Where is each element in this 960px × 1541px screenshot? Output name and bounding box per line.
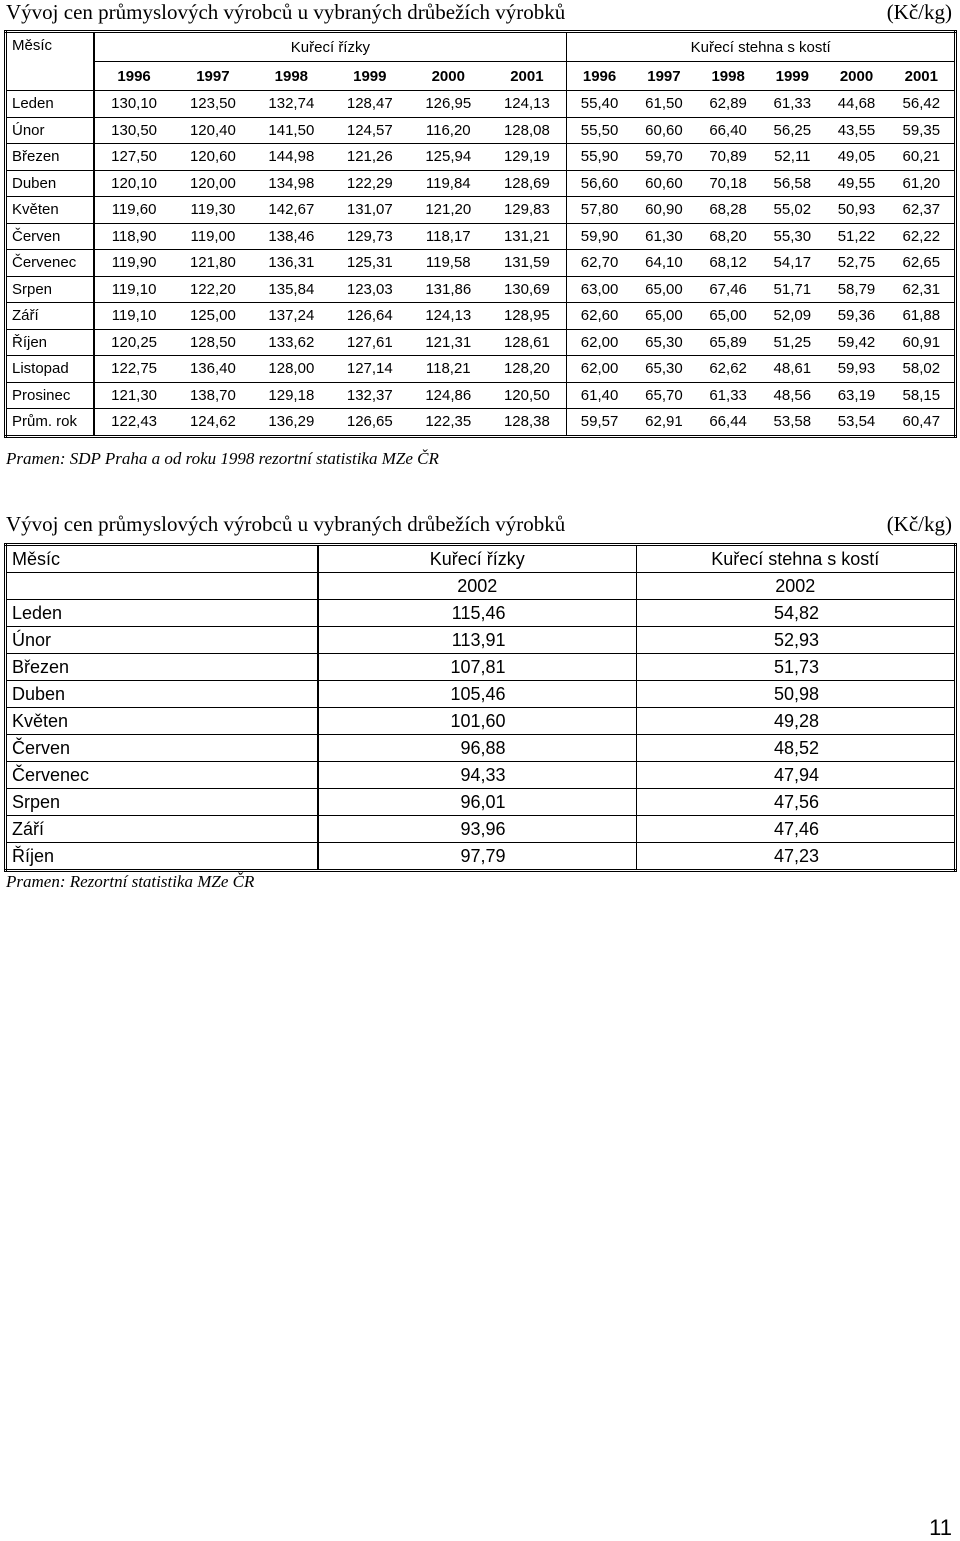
table1-value-cell: 120,00 [174, 170, 252, 197]
table2-value-cell: 47,94 [636, 762, 956, 789]
table2-value-cell: 47,23 [636, 843, 956, 871]
table1-value-cell: 122,75 [94, 356, 174, 383]
table1-value-cell: 59,57 [567, 409, 632, 437]
table1-year-header: 1999 [760, 62, 824, 91]
table2-value-cell: 105,46 [318, 681, 636, 708]
table1-value-cell: 62,60 [567, 303, 632, 330]
table1-year-header: 1998 [252, 62, 330, 91]
table2-value-cell: 107,81 [318, 654, 636, 681]
table1-value-cell: 62,62 [696, 356, 760, 383]
table1-value-cell: 63,19 [824, 382, 888, 409]
table1-value-cell: 60,47 [889, 409, 956, 437]
table1-value-cell: 49,05 [824, 144, 888, 171]
table1-value-cell: 68,28 [696, 197, 760, 224]
table1-value-cell: 137,24 [252, 303, 330, 330]
table1-value-cell: 119,30 [174, 197, 252, 224]
table-row [6, 144, 956, 171]
table1-group-header: Kuřecí řízky [94, 32, 567, 62]
table1-value-cell: 124,62 [174, 409, 252, 437]
table1-value-cell: 58,79 [824, 276, 888, 303]
table1-month-cell: Prům. rok [6, 409, 94, 437]
table1-value-cell: 119,10 [94, 276, 174, 303]
table-row [6, 735, 956, 762]
table1-value-cell: 141,50 [252, 117, 330, 144]
table2-header-blank [6, 573, 319, 600]
table1-value-cell: 56,42 [889, 91, 956, 118]
table1-value-cell: 119,00 [174, 223, 252, 250]
table1-month-cell: Říjen [6, 329, 94, 356]
table2-source: Pramen: Rezortní statistika MZe ČR [6, 872, 255, 891]
table1-month-cell: Červen [6, 223, 94, 250]
table1-value-cell: 130,10 [94, 91, 174, 118]
table1-group-header: Kuřecí stehna s kostí [567, 32, 956, 62]
table1-value-cell: 126,95 [409, 91, 487, 118]
table1-value-cell: 59,70 [632, 144, 696, 171]
table1-value-cell: 51,25 [760, 329, 824, 356]
table1-value-cell: 65,89 [696, 329, 760, 356]
table1-year-header: 1996 [94, 62, 174, 91]
table1-value-cell: 61,20 [889, 170, 956, 197]
table2-value-cell: 115,46 [318, 600, 636, 627]
table1-value-cell: 58,02 [889, 356, 956, 383]
table2-header-years [6, 573, 956, 600]
table2-month-cell: Říjen [6, 843, 319, 871]
table1-year-header: 1996 [567, 62, 632, 91]
table1-value-cell: 120,60 [174, 144, 252, 171]
table1-value-cell: 122,29 [331, 170, 409, 197]
table1-value-cell: 130,50 [94, 117, 174, 144]
table1-body [6, 91, 956, 437]
table1-value-cell: 126,64 [331, 303, 409, 330]
table-row [6, 762, 956, 789]
table-row [6, 197, 956, 224]
table1-value-cell: 70,89 [696, 144, 760, 171]
table1-value-cell: 66,40 [696, 117, 760, 144]
table1-value-cell: 65,00 [632, 303, 696, 330]
table1-month-header: Měsíc [6, 32, 94, 91]
table-row [6, 382, 956, 409]
table1-value-cell: 55,02 [760, 197, 824, 224]
table1-value-cell: 65,00 [696, 303, 760, 330]
table1-value-cell: 60,60 [632, 170, 696, 197]
table-row [6, 223, 956, 250]
table1-year-header: 1999 [331, 62, 409, 91]
table1-value-cell: 59,90 [567, 223, 632, 250]
table1-value-cell: 121,80 [174, 250, 252, 277]
table1-year-header: 2000 [824, 62, 888, 91]
table1-value-cell: 62,22 [889, 223, 956, 250]
table1-value-cell: 131,21 [487, 223, 566, 250]
table1-value-cell: 60,91 [889, 329, 956, 356]
table1-value-cell: 135,84 [252, 276, 330, 303]
page-number: 11 [929, 1515, 952, 1540]
table1-value-cell: 130,69 [487, 276, 566, 303]
table1-value-cell: 64,10 [632, 250, 696, 277]
table1-value-cell: 48,56 [760, 382, 824, 409]
table1-value-cell: 128,47 [331, 91, 409, 118]
table-row [6, 789, 956, 816]
table2-month-cell: Duben [6, 681, 319, 708]
table1-value-cell: 62,65 [889, 250, 956, 277]
table1-value-cell: 61,33 [760, 91, 824, 118]
table1-value-cell: 44,68 [824, 91, 888, 118]
table1-value-cell: 121,26 [331, 144, 409, 171]
table1-value-cell: 124,13 [487, 91, 566, 118]
table2-value-cell: 47,56 [636, 789, 956, 816]
table1-value-cell: 116,20 [409, 117, 487, 144]
table1-value-cell: 66,44 [696, 409, 760, 437]
table2-month-cell: Srpen [6, 789, 319, 816]
table1-value-cell: 56,25 [760, 117, 824, 144]
table1-value-cell: 48,61 [760, 356, 824, 383]
table1-value-cell: 122,35 [409, 409, 487, 437]
table1-year-header: 1997 [174, 62, 252, 91]
table1-value-cell: 127,50 [94, 144, 174, 171]
table2-title: Vývoj cen průmyslových výrobců u vybraných drůbežích výrobků [6, 512, 566, 536]
table1-value-cell: 128,50 [174, 329, 252, 356]
table1-month-cell: Květen [6, 197, 94, 224]
table1-year-header: 1998 [696, 62, 760, 91]
table1-value-cell: 59,93 [824, 356, 888, 383]
table1-header-years [6, 62, 956, 91]
table1-value-cell: 65,00 [632, 276, 696, 303]
table1-value-cell: 118,17 [409, 223, 487, 250]
table-row [6, 329, 956, 356]
table1-value-cell: 60,90 [632, 197, 696, 224]
table1-value-cell: 60,60 [632, 117, 696, 144]
table1-value-cell: 127,61 [331, 329, 409, 356]
table1-value-cell: 132,74 [252, 91, 330, 118]
table1-value-cell: 120,25 [94, 329, 174, 356]
table1-value-cell: 61,30 [632, 223, 696, 250]
table1-value-cell: 142,67 [252, 197, 330, 224]
table-row [6, 708, 956, 735]
table1-value-cell: 128,20 [487, 356, 566, 383]
table-row [6, 816, 956, 843]
table1-source: Pramen: SDP Praha a od roku 1998 rezortní statistika MZe ČR [6, 449, 439, 468]
table1-value-cell: 58,15 [889, 382, 956, 409]
table2-value-cell: 50,98 [636, 681, 956, 708]
table1-value-cell: 128,00 [252, 356, 330, 383]
table1-year-header: 2001 [487, 62, 566, 91]
table2-value-cell: 48,52 [636, 735, 956, 762]
table1-value-cell: 43,55 [824, 117, 888, 144]
table2-value-cell: 101,60 [318, 708, 636, 735]
table1-month-cell: Leden [6, 91, 94, 118]
table2-month-cell: Září [6, 816, 319, 843]
table2-value-cell: 47,46 [636, 816, 956, 843]
table1-value-cell: 57,80 [567, 197, 632, 224]
table1-value-cell: 131,86 [409, 276, 487, 303]
table2-value-cell: 97,79 [318, 843, 636, 871]
table2-value-cell: 54,82 [636, 600, 956, 627]
table1-value-cell: 59,36 [824, 303, 888, 330]
table1-value-cell: 125,94 [409, 144, 487, 171]
table1-value-cell: 136,29 [252, 409, 330, 437]
table2-value-cell: 113,91 [318, 627, 636, 654]
table1-year-header: 1997 [632, 62, 696, 91]
table-row [6, 600, 956, 627]
table1-value-cell: 62,00 [567, 329, 632, 356]
table1-value-cell: 62,37 [889, 197, 956, 224]
table1-unit: (Kč/kg) [886, 0, 952, 24]
table1-value-cell: 129,83 [487, 197, 566, 224]
table2-month-cell: Květen [6, 708, 319, 735]
table1-value-cell: 63,00 [567, 276, 632, 303]
table1-value-cell: 70,18 [696, 170, 760, 197]
table1-month-cell: Září [6, 303, 94, 330]
table2-value-cell: 51,73 [636, 654, 956, 681]
table1-value-cell: 138,46 [252, 223, 330, 250]
table1-value-cell: 53,58 [760, 409, 824, 437]
table1-value-cell: 133,62 [252, 329, 330, 356]
table1-value-cell: 129,19 [487, 144, 566, 171]
table2-value-cell: 52,93 [636, 627, 956, 654]
table1-value-cell: 124,13 [409, 303, 487, 330]
table2-group-header: Kuřecí stehna s kostí [711, 548, 880, 569]
table1-value-cell: 52,11 [760, 144, 824, 171]
table1-value-cell: 51,22 [824, 223, 888, 250]
table2-value-cell: 96,88 [318, 735, 636, 762]
table1-value-cell: 129,18 [252, 382, 330, 409]
table1-value-cell: 54,17 [760, 250, 824, 277]
table2-year-header: 2002 [636, 573, 956, 600]
table2-month-cell: Březen [6, 654, 319, 681]
table1-value-cell: 61,50 [632, 91, 696, 118]
table-row [6, 627, 956, 654]
table-row [6, 681, 956, 708]
table1-value-cell: 123,03 [331, 276, 409, 303]
table1-value-cell: 144,98 [252, 144, 330, 171]
table2-month-cell: Červenec [6, 762, 319, 789]
table1-value-cell: 121,20 [409, 197, 487, 224]
table1-value-cell: 120,10 [94, 170, 174, 197]
table2-value-cell: 93,96 [318, 816, 636, 843]
table1-value-cell: 124,57 [331, 117, 409, 144]
table1-value-cell: 61,88 [889, 303, 956, 330]
table1-value-cell: 119,58 [409, 250, 487, 277]
table1-value-cell: 119,10 [94, 303, 174, 330]
table1-value-cell: 61,40 [567, 382, 632, 409]
table1-month-cell: Únor [6, 117, 94, 144]
table1-value-cell: 121,30 [94, 382, 174, 409]
table1-month-cell: Duben [6, 170, 94, 197]
table1-value-cell: 67,46 [696, 276, 760, 303]
table1-value-cell: 55,40 [567, 91, 632, 118]
table1-month-cell: Prosinec [6, 382, 94, 409]
table1-value-cell: 126,65 [331, 409, 409, 437]
table1-value-cell: 68,20 [696, 223, 760, 250]
table1-value-cell: 121,31 [409, 329, 487, 356]
table2-title-row [6, 512, 952, 537]
table1-value-cell: 129,73 [331, 223, 409, 250]
table1-value-cell: 119,60 [94, 197, 174, 224]
table1-value-cell: 122,20 [174, 276, 252, 303]
table1-title: Vývoj cen průmyslových výrobců u vybraných drůbežích výrobků [6, 0, 566, 24]
table1-month-cell: Srpen [6, 276, 94, 303]
table1-value-cell: 50,93 [824, 197, 888, 224]
table1-value-cell: 51,71 [760, 276, 824, 303]
table1-value-cell: 123,50 [174, 91, 252, 118]
table2-group-header: Kuřecí řízky [318, 545, 636, 573]
table1-value-cell: 131,07 [331, 197, 409, 224]
table1-year-header: 2000 [409, 62, 487, 91]
table1-value-cell: 122,43 [94, 409, 174, 437]
table1-value-cell: 128,38 [487, 409, 566, 437]
table1-value-cell: 62,91 [632, 409, 696, 437]
table1-value-cell: 60,21 [889, 144, 956, 171]
table1-value-cell: 62,70 [567, 250, 632, 277]
table2-value-cell: 49,28 [636, 708, 956, 735]
table2-value-cell: 94,33 [318, 762, 636, 789]
table-row [6, 117, 956, 144]
table-row [6, 276, 956, 303]
table-row [6, 409, 956, 437]
table-row [6, 303, 956, 330]
table1-month-cell: Březen [6, 144, 94, 171]
table1-value-cell: 128,95 [487, 303, 566, 330]
table1-value-cell: 65,30 [632, 356, 696, 383]
table1-value-cell: 119,90 [94, 250, 174, 277]
table1-value-cell: 59,35 [889, 117, 956, 144]
table1-value-cell: 68,12 [696, 250, 760, 277]
table1-value-cell: 136,31 [252, 250, 330, 277]
table1-value-cell: 61,33 [696, 382, 760, 409]
table1-value-cell: 55,30 [760, 223, 824, 250]
table2-month-cell: Leden [6, 600, 319, 627]
table1-title-row [6, 0, 952, 25]
table2-body [6, 600, 956, 871]
table2-year-header: 2002 [318, 573, 636, 600]
table-row [6, 654, 956, 681]
table1-value-cell: 62,31 [889, 276, 956, 303]
table1-value-cell: 131,59 [487, 250, 566, 277]
table1-value-cell: 53,54 [824, 409, 888, 437]
table1-value-cell: 136,40 [174, 356, 252, 383]
table1-month-cell: Červenec [6, 250, 94, 277]
table1-value-cell: 138,70 [174, 382, 252, 409]
table2-unit: (Kč/kg) [886, 512, 952, 536]
table1-value-cell: 128,08 [487, 117, 566, 144]
table1-value-cell: 59,42 [824, 329, 888, 356]
table1-value-cell: 124,86 [409, 382, 487, 409]
table1-value-cell: 132,37 [331, 382, 409, 409]
table1-value-cell: 120,40 [174, 117, 252, 144]
table2-header-groups [6, 545, 956, 573]
table1-value-cell: 65,70 [632, 382, 696, 409]
table1-value-cell: 128,69 [487, 170, 566, 197]
table2 [4, 543, 957, 872]
table1-value-cell: 134,98 [252, 170, 330, 197]
table1-value-cell: 119,84 [409, 170, 487, 197]
table1-value-cell: 125,31 [331, 250, 409, 277]
table1-value-cell: 62,00 [567, 356, 632, 383]
table-row [6, 170, 956, 197]
table2-month-cell: Červen [6, 735, 319, 762]
table1-value-cell: 52,75 [824, 250, 888, 277]
table-row [6, 356, 956, 383]
table1-month-cell: Listopad [6, 356, 94, 383]
table-row [6, 843, 956, 871]
table1-value-cell: 56,60 [567, 170, 632, 197]
table1-value-cell: 56,58 [760, 170, 824, 197]
table2-value-cell: 96,01 [318, 789, 636, 816]
table1-value-cell: 52,09 [760, 303, 824, 330]
table1-year-header: 2001 [889, 62, 956, 91]
table1-value-cell: 55,90 [567, 144, 632, 171]
table1-value-cell: 118,21 [409, 356, 487, 383]
table1-value-cell: 49,55 [824, 170, 888, 197]
table1-value-cell: 65,30 [632, 329, 696, 356]
table1-value-cell: 128,61 [487, 329, 566, 356]
table1-header-groups [6, 32, 956, 62]
table1-value-cell: 125,00 [174, 303, 252, 330]
table1-value-cell: 118,90 [94, 223, 174, 250]
table2-month-header: Měsíc [6, 545, 319, 573]
table1-value-cell: 55,50 [567, 117, 632, 144]
table-row [6, 250, 956, 277]
table1-value-cell: 62,89 [696, 91, 760, 118]
table-row [6, 91, 956, 118]
table2-month-cell: Únor [6, 627, 319, 654]
table1 [4, 30, 957, 438]
table1-value-cell: 127,14 [331, 356, 409, 383]
table1-value-cell: 120,50 [487, 382, 566, 409]
